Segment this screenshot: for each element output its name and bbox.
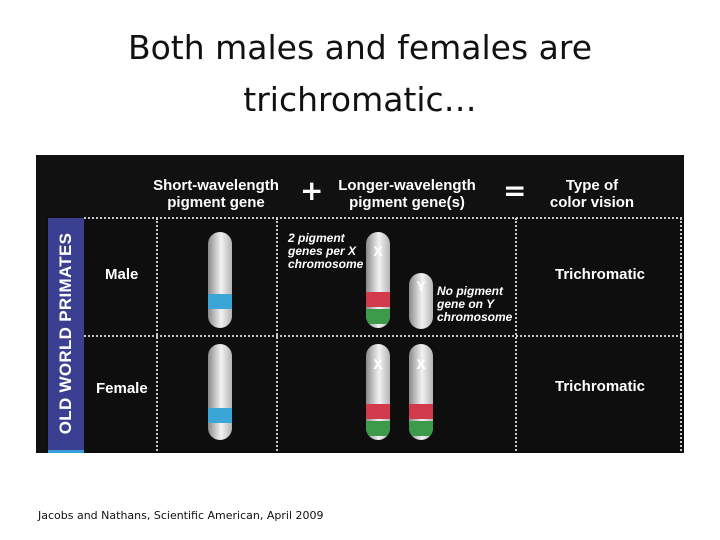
x-marker-male: X — [373, 243, 383, 259]
header-type-line-2: color vision — [549, 194, 635, 211]
color-vision-female: Trichromatic — [555, 378, 646, 395]
x-marker-female-2: X — [416, 356, 426, 372]
slide-title — [60, 22, 660, 126]
note-x-line-3: chromosome — [288, 257, 364, 271]
short-pigment-band — [208, 408, 232, 423]
note-no-pigment-on-y — [437, 285, 512, 324]
note-x-line-2: genes per X — [288, 244, 357, 258]
long-pigment-band-1 — [366, 404, 390, 419]
header-short-line-2: pigment gene — [167, 194, 265, 211]
plus-sign: + — [300, 174, 324, 207]
header-long-line-1: Longer-wavelength — [338, 177, 476, 194]
x-marker-female-1: X — [373, 356, 383, 372]
y-marker-male: Y — [416, 278, 426, 294]
note-y-line-3: chromosome — [437, 310, 513, 324]
long-pigment-band-1 — [366, 292, 390, 307]
row-label-male: Male — [105, 266, 139, 283]
equals-sign: = — [503, 174, 527, 207]
long-pigment-band-1 — [409, 404, 433, 419]
header-longer-wavelength — [332, 177, 482, 211]
note-y-line-2: gene on Y — [437, 297, 495, 311]
figure — [36, 155, 684, 453]
side-bar-strip — [48, 450, 84, 453]
note-pigment-genes-per-x — [288, 232, 363, 271]
long-pigment-band-2 — [366, 309, 390, 324]
header-type-of-color-vision — [542, 177, 642, 211]
note-x-line-1: 2 pigment — [288, 231, 345, 245]
title-line-1: Both males and females are — [127, 28, 593, 67]
long-pigment-band-2 — [409, 421, 433, 436]
side-label: OLD WORLD PRIMATES — [56, 232, 75, 435]
chromosome-short-female — [208, 344, 232, 440]
title-line-2: trichromatic… — [243, 80, 477, 119]
short-pigment-band — [208, 294, 232, 309]
header-short-wavelength — [148, 177, 284, 211]
grid-line-middle — [84, 335, 682, 337]
row-label-female: Female — [96, 380, 148, 397]
header-long-line-2: pigment gene(s) — [349, 194, 465, 211]
chromosome-short-male — [208, 232, 232, 328]
long-pigment-band-2 — [366, 421, 390, 436]
color-vision-male: Trichromatic — [555, 266, 646, 283]
header-type-line-1: Type of — [565, 177, 619, 194]
grid-line-top — [84, 217, 682, 219]
note-y-line-1: No pigment — [437, 284, 503, 298]
source-credit: Jacobs and Nathans, Scientific American, April 2009 — [38, 509, 324, 522]
header-short-line-1: Short-wavelength — [153, 177, 279, 194]
